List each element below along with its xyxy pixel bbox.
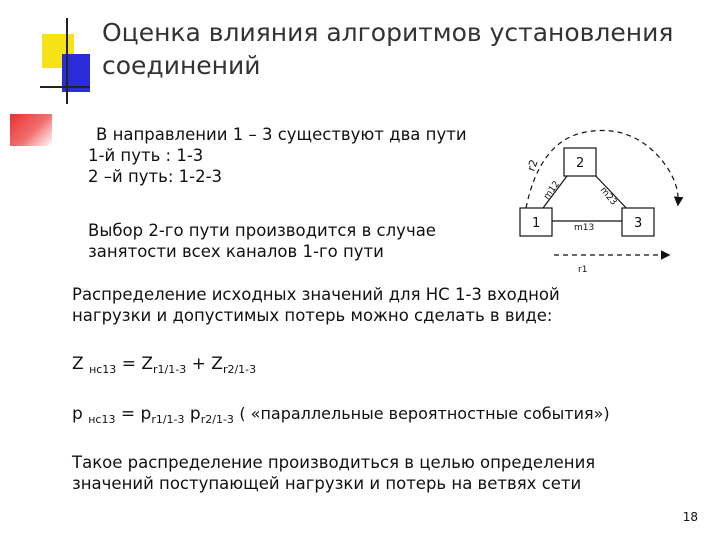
distribution-line: Распределение исходных значений для НС 1-3 входной bbox=[72, 285, 560, 304]
page-number: 18 bbox=[682, 510, 698, 524]
conclusion-line: Такое распределение производиться в целью определения bbox=[72, 453, 596, 472]
network-diagram bbox=[500, 120, 700, 290]
formula-z-term1-sub: r1/1-3 bbox=[153, 363, 187, 376]
page-title bbox=[102, 16, 673, 82]
intro-line: 1-й путь : 1-3 bbox=[88, 146, 204, 165]
label-m23: m23 bbox=[597, 185, 619, 208]
conclusion-line: значений поступающей нагрузки и потерь на ветвях сети bbox=[72, 474, 582, 493]
choice-line: Выбор 2-го пути производится в случае bbox=[88, 221, 436, 240]
formula-z-lhs: Z bbox=[72, 354, 84, 374]
formula-z-eq: = bbox=[121, 354, 136, 374]
distribution-block bbox=[72, 284, 560, 326]
node-1-label: 1 bbox=[532, 216, 541, 231]
formula-p-term1: p bbox=[140, 404, 152, 424]
intro-line: В направлении 1 – 3 существуют два пути bbox=[96, 125, 467, 144]
label-m12: m12 bbox=[542, 179, 563, 202]
conclusion-block bbox=[72, 452, 595, 494]
choice-block bbox=[88, 220, 436, 262]
decor-red-square bbox=[10, 114, 52, 146]
distribution-line: нагрузки и допустимых потерь можно сделать в виде: bbox=[72, 306, 553, 325]
formula-p-term2-sub: r2/1-3 bbox=[200, 413, 234, 426]
label-r1: r1 bbox=[578, 265, 588, 275]
decor-horizontal-line bbox=[40, 86, 90, 88]
decor-vertical-line bbox=[66, 18, 68, 104]
intro-line: 2 –й путь: 1-2-3 bbox=[88, 167, 223, 186]
title-line-1: Оценка влияния алгоритмов установления bbox=[102, 18, 674, 47]
node-3-label: 3 bbox=[634, 216, 643, 231]
choice-line: занятости всех каналов 1-го пути bbox=[88, 242, 384, 261]
label-m13: m13 bbox=[574, 223, 595, 233]
formula-z-term1: Z bbox=[141, 354, 154, 374]
formula-p-eq: = bbox=[120, 404, 136, 424]
formula-z bbox=[72, 354, 256, 376]
formula-p-lhs-sub: нс13 bbox=[88, 413, 116, 426]
formula-z-term2: Z bbox=[211, 354, 223, 374]
node-2-label: 2 bbox=[576, 156, 585, 171]
formula-z-lhs-sub: нс13 bbox=[89, 363, 117, 376]
formula-z-term2-sub: r2/1-3 bbox=[222, 363, 257, 376]
formula-p-lhs: p bbox=[72, 404, 83, 424]
label-r2: r2 bbox=[524, 157, 541, 174]
formula-p-term1-sub: r1/1-3 bbox=[151, 413, 185, 426]
formula-p bbox=[72, 404, 610, 426]
formula-p-note: ( «параллельные вероятностные события») bbox=[239, 404, 610, 423]
formula-p-term2: p bbox=[189, 404, 201, 424]
title-line-2: соединений bbox=[102, 51, 261, 80]
intro-block bbox=[88, 124, 467, 187]
formula-z-plus: + bbox=[191, 354, 206, 374]
